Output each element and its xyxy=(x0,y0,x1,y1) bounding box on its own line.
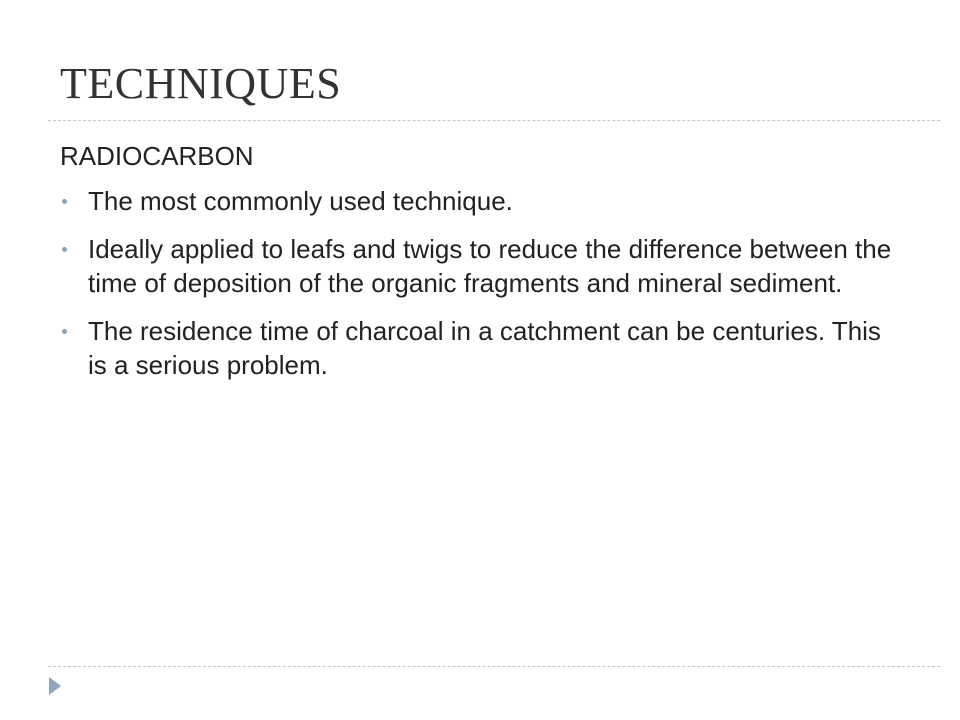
bullet-dot-icon xyxy=(62,247,67,252)
slide-title: TECHNIQUES xyxy=(60,59,342,108)
slide-content xyxy=(60,138,900,396)
bullet-text: Ideally applied to leafs and twigs to reduce the difference between the time of deposition of the organic fragments and mineral sediment. xyxy=(88,234,892,298)
bullet-text: The residence time of charcoal in a catchment can be centuries. This is a serious problem. xyxy=(88,316,881,380)
title-divider xyxy=(48,120,940,121)
bullet-list xyxy=(60,184,900,382)
bullet-dot-icon xyxy=(62,199,67,204)
footer-divider xyxy=(48,666,940,667)
section-heading: RADIOCARBON xyxy=(60,141,254,171)
bullet-item xyxy=(60,184,900,218)
bullet-text: The most commonly used technique. xyxy=(88,186,513,216)
play-arrow-icon[interactable] xyxy=(49,677,61,695)
bullet-dot-icon xyxy=(62,329,67,334)
bullet-item xyxy=(60,314,900,382)
bullet-item xyxy=(60,232,900,300)
